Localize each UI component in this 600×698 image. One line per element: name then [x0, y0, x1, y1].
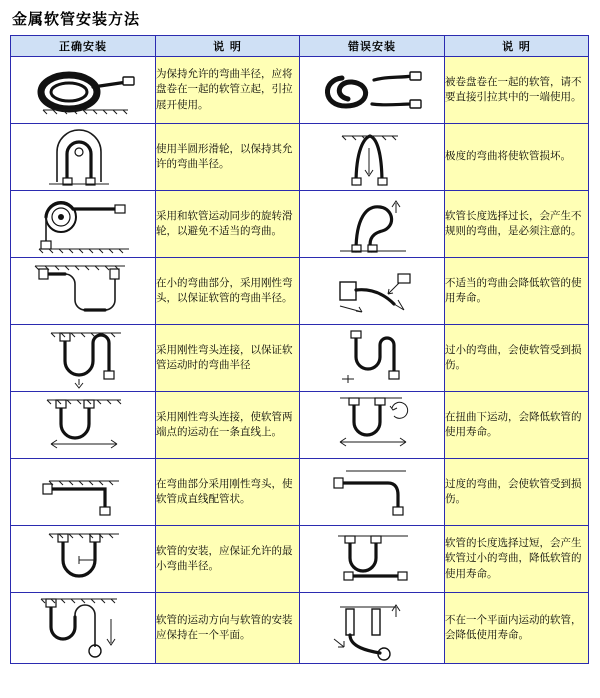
wrong-figure-cell [300, 593, 445, 664]
wrong-description: 过度的弯曲，会使软管受到损伤。 [445, 459, 589, 526]
correct-figure-cell [11, 392, 156, 459]
rigid-elbow-straight-piping-icon [11, 461, 155, 523]
correct-figure-cell [11, 325, 156, 392]
wrong-description: 极度的弯曲将使软管损坏。 [445, 124, 589, 191]
correct-description: 采用和软管运动同步的旋转滑轮，以避免不适当的弯曲。 [156, 191, 300, 258]
wrong-description: 过小的弯曲，会使软管受到损伤。 [445, 325, 589, 392]
coiled-hose-pulled-from-middle-icon [300, 60, 444, 120]
correct-description: 在弯曲部分采用刚性弯头，使软管成直线配管状。 [156, 459, 300, 526]
wrong-figure-cell [300, 459, 445, 526]
motion-same-plane-icon [11, 593, 155, 663]
table-row [11, 191, 589, 258]
correct-figure-cell [11, 124, 156, 191]
page-title: 金属软管安装方法 [12, 10, 141, 28]
rigid-bend-connection-u-icon [11, 327, 155, 389]
correct-figure-cell [11, 191, 156, 258]
over-long-hose-irregular-bend-icon [300, 193, 444, 255]
header-description-wrong: 说 明 [445, 36, 589, 57]
table-row [11, 392, 589, 459]
wrong-figure-cell [300, 57, 445, 124]
table-row [11, 526, 589, 593]
installation-methods-table [10, 35, 589, 664]
too-small-bend-radius-icon [300, 327, 444, 389]
wrong-description: 不适当的弯曲会降低软管的使用寿命。 [445, 258, 589, 325]
header-wrong-install: 错误安装 [300, 36, 445, 57]
rotating-sheave-synchronized-icon [11, 193, 155, 255]
too-long-hose-small-bend-icon [300, 528, 444, 590]
correct-description: 为保持允许的弯曲半径，应将盘卷在一起的软管立起，引拉展开使用。 [156, 57, 300, 124]
correct-description: 在小的弯曲部分，采用刚性弯头，以保证软管的弯曲半径。 [156, 258, 300, 325]
correct-description: 采用刚性弯头连接，以保证软管运动时的弯曲半径 [156, 325, 300, 392]
correct-description: 使用半圆形滑轮，以保持其允许的弯曲半径。 [156, 124, 300, 191]
table-row [11, 124, 589, 191]
rigid-elbow-straight-line-motion-icon [11, 394, 155, 456]
wrong-figure-cell [300, 526, 445, 593]
semicircular-sheave-guide-icon [11, 126, 155, 188]
correct-description: 采用刚性弯头连接，使软管两端点的运动在一条直线上。 [156, 392, 300, 459]
wrong-figure-cell [300, 325, 445, 392]
wrong-description: 在扭曲下运动，会降低软管的使用寿命。 [445, 392, 589, 459]
wrong-description: 不在一个平面内运动的软管，会降低使用寿命。 [445, 593, 589, 664]
header-correct-install: 正确安装 [11, 36, 156, 57]
correct-figure-cell [11, 593, 156, 664]
sharp-bend-over-edge-icon [300, 126, 444, 188]
wrong-figure-cell [300, 191, 445, 258]
table-row [11, 258, 589, 325]
table-row [11, 57, 589, 124]
wrong-description: 软管长度选择过长，会产生不规则的弯曲，是必须注意的。 [445, 191, 589, 258]
wrong-description: 被卷盘卷在一起的软管，请不要直接引拉其中的一端使用。 [445, 57, 589, 124]
correct-description: 软管的安装，应保证允许的最小弯曲半径。 [156, 526, 300, 593]
correct-figure-cell [11, 459, 156, 526]
correct-figure-cell [11, 57, 156, 124]
correct-description: 软管的运动方向与软管的安装应保持在一个平面。 [156, 593, 300, 664]
minimum-bend-radius-u-icon [11, 528, 155, 590]
wrong-figure-cell [300, 392, 445, 459]
table-header-row [11, 36, 589, 57]
wrong-figure-cell [300, 124, 445, 191]
correct-figure-cell [11, 258, 156, 325]
wrong-description: 软管的长度选择过短，会产生软管过小的弯曲，降低软管的使用寿命。 [445, 526, 589, 593]
out-of-plane-motion-icon [300, 593, 444, 663]
excessive-bend-damage-icon [300, 461, 444, 523]
correct-figure-cell [11, 526, 156, 593]
table-row [11, 593, 589, 664]
rigid-elbow-small-bend-icon [11, 260, 155, 322]
header-description-correct: 说 明 [156, 36, 300, 57]
table-row [11, 325, 589, 392]
improper-bend-shortens-life-icon [300, 260, 444, 322]
coiled-hose-standing-upright-icon [11, 60, 155, 120]
wrong-figure-cell [300, 258, 445, 325]
table-row [11, 459, 589, 526]
twisting-motion-icon [300, 394, 444, 456]
